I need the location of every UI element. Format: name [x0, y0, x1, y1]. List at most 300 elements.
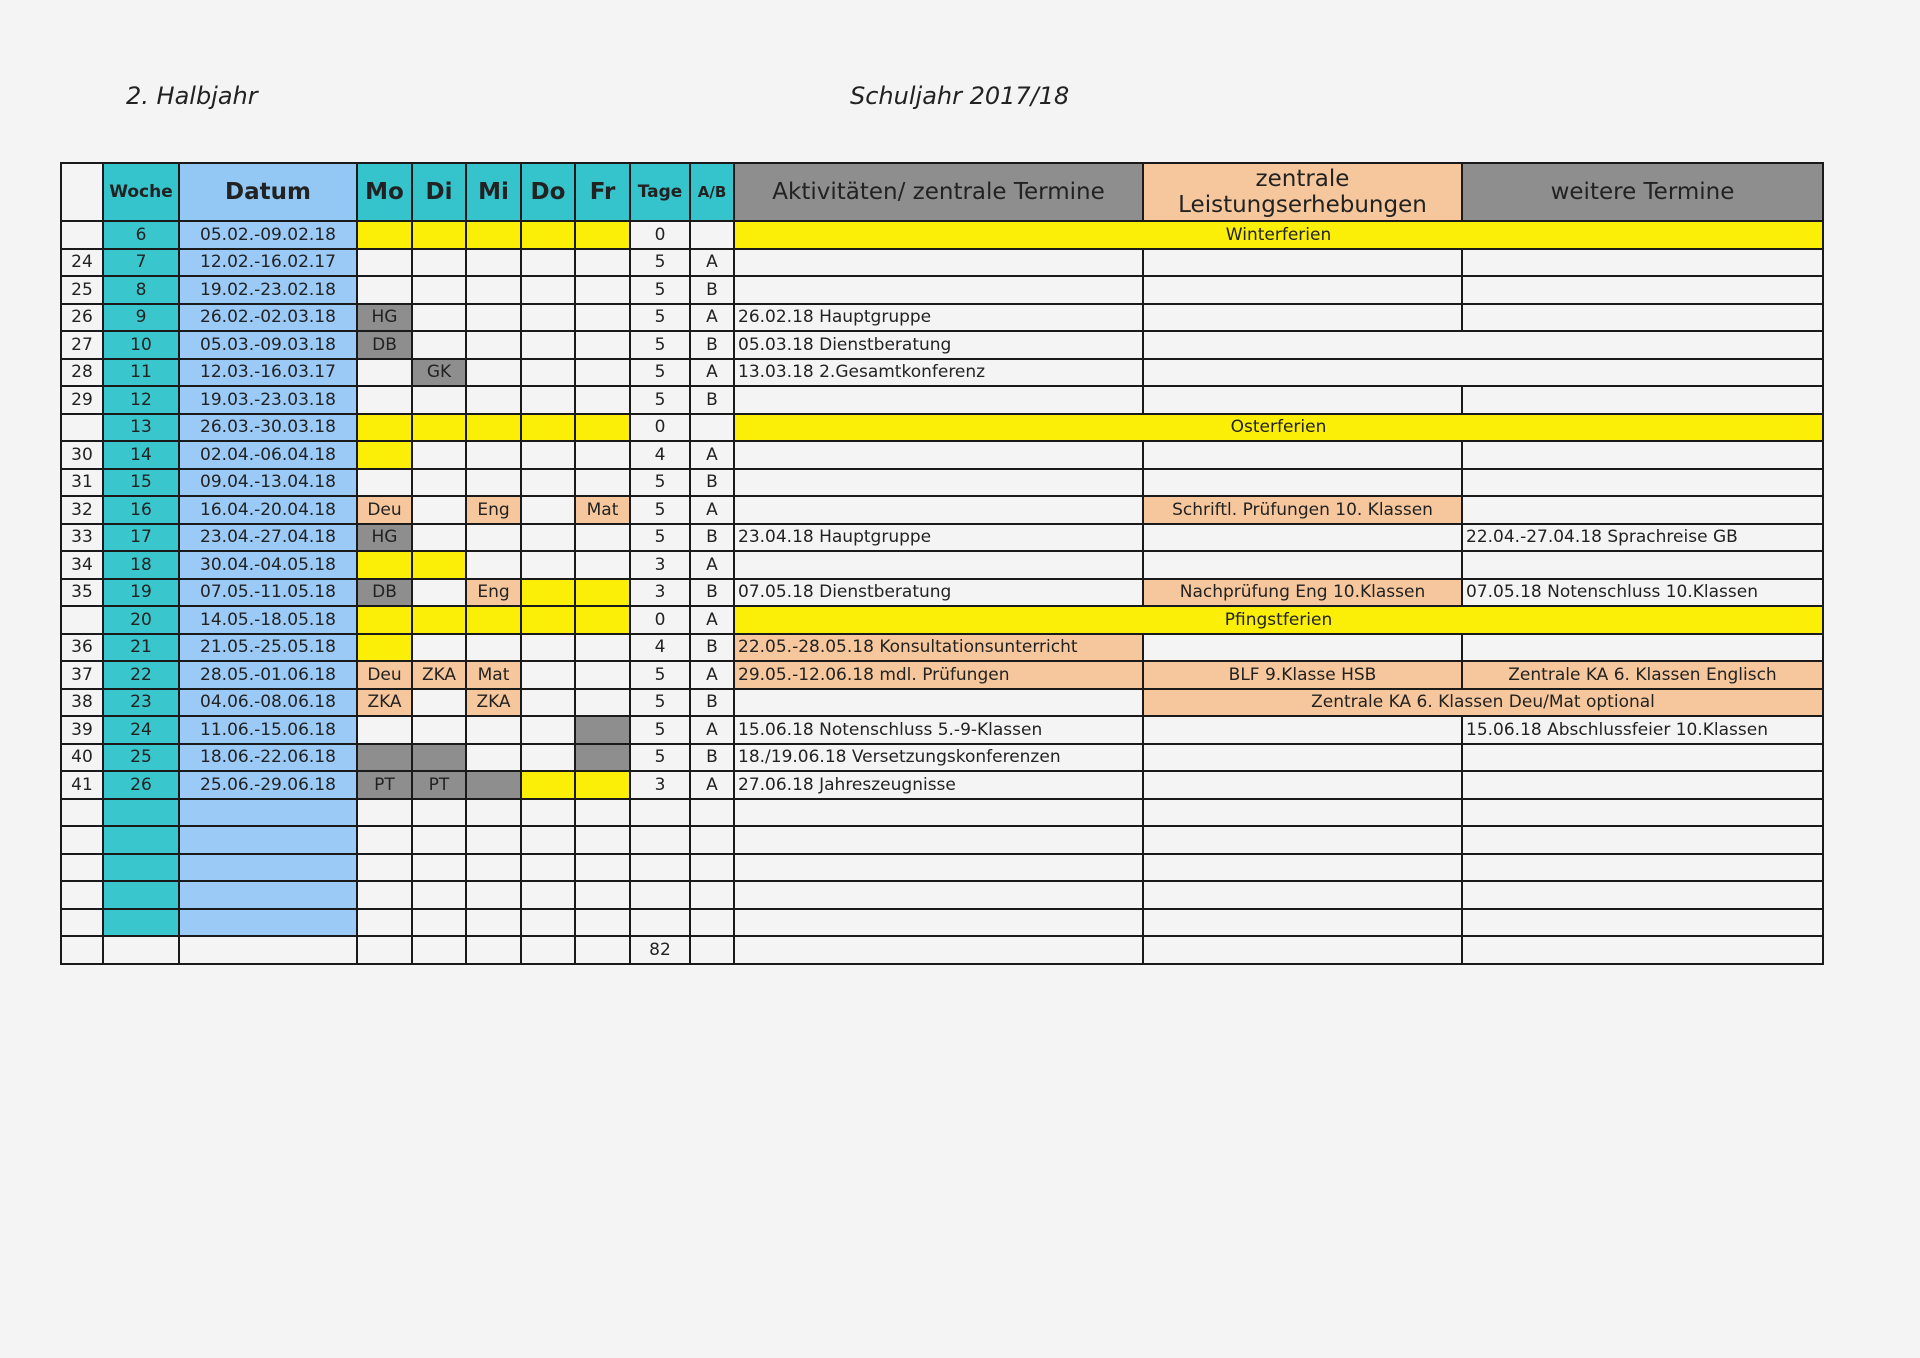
empty-cell: [734, 799, 1143, 827]
empty-cell: [690, 881, 734, 909]
weitere-cell: Zentrale KA 6. Klassen Englisch: [1462, 661, 1823, 689]
mo-cell: HG: [357, 524, 412, 552]
table-row: [61, 359, 1823, 387]
aktivitaeten-cell: [734, 249, 1143, 277]
fr-cell: [575, 469, 630, 497]
row-nr: [61, 606, 103, 634]
tage-cell: 4: [630, 441, 690, 469]
header-ab: A/B: [690, 163, 734, 221]
woche-cell: 24: [103, 716, 179, 744]
empty-cell: [575, 854, 630, 882]
woche-cell: 16: [103, 496, 179, 524]
do-cell: [521, 359, 575, 387]
tage-cell: 0: [630, 414, 690, 442]
empty-row: [61, 881, 1823, 909]
zentrale-cell: Schriftl. Prüfungen 10. Klassen: [1143, 496, 1462, 524]
empty-cell: [734, 854, 1143, 882]
fr-cell: [575, 524, 630, 552]
woche-cell: 14: [103, 441, 179, 469]
empty-cell: [61, 799, 103, 827]
empty-row: [61, 799, 1823, 827]
empty-cell: [734, 881, 1143, 909]
aktivitaeten-cell: [734, 276, 1143, 304]
do-cell: [521, 221, 575, 249]
empty-cell: [690, 936, 734, 964]
datum-cell: 04.06.-08.06.18: [179, 689, 357, 717]
mo-cell: [357, 441, 412, 469]
zentrale-cell: [1143, 304, 1462, 332]
di-cell: [412, 496, 466, 524]
tage-cell: 5: [630, 386, 690, 414]
tage-cell: 5: [630, 496, 690, 524]
table-row: [61, 634, 1823, 662]
ab-cell: B: [690, 331, 734, 359]
zentrale-cell: [1143, 716, 1462, 744]
mi-cell: [466, 469, 521, 497]
datum-cell: 12.03.-16.03.17: [179, 359, 357, 387]
empty-cell: [575, 909, 630, 937]
woche-cell: 9: [103, 304, 179, 332]
woche-cell: 20: [103, 606, 179, 634]
empty-cell: [61, 826, 103, 854]
aktivitaeten-cell: [734, 441, 1143, 469]
do-cell: [521, 716, 575, 744]
datum-cell: 12.02.-16.02.17: [179, 249, 357, 277]
do-cell: [521, 689, 575, 717]
mo-cell: PT: [357, 771, 412, 799]
empty-cell: [357, 909, 412, 937]
empty-cell: [412, 881, 466, 909]
datum-cell: 05.03.-09.03.18: [179, 331, 357, 359]
empty-cell: [521, 909, 575, 937]
zentrale-weitere-cell: [1143, 359, 1823, 387]
zentrale-weitere-cell: Zentrale KA 6. Klassen Deu/Mat optional: [1143, 689, 1823, 717]
fr-cell: [575, 606, 630, 634]
do-cell: [521, 634, 575, 662]
empty-cell: [575, 936, 630, 964]
fr-cell: Mat: [575, 496, 630, 524]
empty-cell: [690, 826, 734, 854]
table-row: [61, 551, 1823, 579]
holiday-banner: Winterferien: [734, 221, 1823, 249]
weitere-cell: [1462, 469, 1823, 497]
mo-cell: [357, 469, 412, 497]
aktivitaeten-cell: [734, 496, 1143, 524]
mo-cell: [357, 221, 412, 249]
ab-cell: B: [690, 744, 734, 772]
datum-cell: 26.02.-02.03.18: [179, 304, 357, 332]
empty-cell: [412, 936, 466, 964]
weitere-cell: [1462, 276, 1823, 304]
di-cell: [412, 221, 466, 249]
weitere-cell: [1462, 496, 1823, 524]
tage-cell: 5: [630, 716, 690, 744]
aktivitaeten-cell: [734, 689, 1143, 717]
fr-cell: [575, 441, 630, 469]
table-row: [61, 606, 1823, 634]
weitere-cell: [1462, 771, 1823, 799]
woche-cell: 12: [103, 386, 179, 414]
do-cell: [521, 606, 575, 634]
di-cell: [412, 524, 466, 552]
empty-cell: [412, 799, 466, 827]
total-row: [61, 936, 1823, 964]
ab-cell: [690, 414, 734, 442]
header-nr: [61, 163, 103, 221]
mi-cell: Eng: [466, 496, 521, 524]
table-row: [61, 716, 1823, 744]
datum-cell: 07.05.-11.05.18: [179, 579, 357, 607]
datum-cell: 28.05.-01.06.18: [179, 661, 357, 689]
empty-woche-cell: [103, 909, 179, 937]
empty-cell: [1143, 854, 1462, 882]
empty-cell: [357, 854, 412, 882]
zentrale-cell: [1143, 744, 1462, 772]
mi-cell: [466, 359, 521, 387]
zentrale-cell: [1143, 276, 1462, 304]
mi-cell: [466, 606, 521, 634]
mi-cell: [466, 551, 521, 579]
empty-cell: [1462, 881, 1823, 909]
empty-cell: [1143, 881, 1462, 909]
datum-cell: 11.06.-15.06.18: [179, 716, 357, 744]
mo-cell: DB: [357, 331, 412, 359]
empty-datum-cell: [179, 909, 357, 937]
empty-cell: [690, 909, 734, 937]
empty-cell: [521, 854, 575, 882]
empty-cell: [1462, 854, 1823, 882]
row-nr: 36: [61, 634, 103, 662]
zentrale-cell: [1143, 469, 1462, 497]
row-nr: [61, 221, 103, 249]
table-row: [61, 304, 1823, 332]
header-do: Do: [521, 163, 575, 221]
row-nr: 37: [61, 661, 103, 689]
mo-cell: [357, 606, 412, 634]
table-row: [61, 414, 1823, 442]
fr-cell: [575, 276, 630, 304]
ab-cell: B: [690, 276, 734, 304]
empty-cell: [466, 854, 521, 882]
zentrale-weitere-cell: [1143, 331, 1823, 359]
table-row: [61, 331, 1823, 359]
tage-cell: 5: [630, 689, 690, 717]
mo-cell: HG: [357, 304, 412, 332]
row-nr: 34: [61, 551, 103, 579]
table-row: [61, 579, 1823, 607]
mi-cell: [466, 524, 521, 552]
table-row: [61, 469, 1823, 497]
empty-cell: [1462, 799, 1823, 827]
fr-cell: [575, 304, 630, 332]
di-cell: PT: [412, 771, 466, 799]
do-cell: [521, 469, 575, 497]
tage-cell: 5: [630, 524, 690, 552]
aktivitaeten-cell: 18./19.06.18 Versetzungskonferenzen: [734, 744, 1143, 772]
aktivitaeten-cell: [734, 551, 1143, 579]
aktivitaeten-cell: 27.06.18 Jahreszeugnisse: [734, 771, 1143, 799]
empty-datum-cell: [179, 881, 357, 909]
woche-cell: 18: [103, 551, 179, 579]
empty-row: [61, 854, 1823, 882]
tage-cell: 3: [630, 771, 690, 799]
empty-cell: [61, 854, 103, 882]
empty-row: [61, 826, 1823, 854]
woche-cell: 11: [103, 359, 179, 387]
empty-woche-cell: [103, 799, 179, 827]
do-cell: [521, 771, 575, 799]
fr-cell: [575, 661, 630, 689]
mi-cell: [466, 771, 521, 799]
empty-cell: [61, 936, 103, 964]
row-nr: 25: [61, 276, 103, 304]
row-nr: 32: [61, 496, 103, 524]
do-cell: [521, 276, 575, 304]
woche-cell: 26: [103, 771, 179, 799]
do-cell: [521, 551, 575, 579]
di-cell: GK: [412, 359, 466, 387]
mo-cell: [357, 716, 412, 744]
mi-cell: [466, 304, 521, 332]
mi-cell: Eng: [466, 579, 521, 607]
header-zentrale-line1: zentrale: [1255, 166, 1350, 192]
fr-cell: [575, 634, 630, 662]
empty-cell: [1462, 909, 1823, 937]
di-cell: [412, 744, 466, 772]
row-nr: 24: [61, 249, 103, 277]
do-cell: [521, 496, 575, 524]
zentrale-cell: Nachprüfung Eng 10.Klassen: [1143, 579, 1462, 607]
aktivitaeten-cell: 15.06.18 Notenschluss 5.-9-Klassen: [734, 716, 1143, 744]
empty-cell: [412, 826, 466, 854]
empty-cell: [630, 881, 690, 909]
school-year-title: Schuljahr 2017/18: [850, 82, 1070, 110]
row-nr: 40: [61, 744, 103, 772]
di-cell: [412, 276, 466, 304]
fr-cell: [575, 331, 630, 359]
header-fr: Fr: [575, 163, 630, 221]
woche-cell: 21: [103, 634, 179, 662]
di-cell: [412, 551, 466, 579]
mi-cell: [466, 331, 521, 359]
ab-cell: A: [690, 551, 734, 579]
ab-cell: B: [690, 634, 734, 662]
empty-cell: [1462, 826, 1823, 854]
mi-cell: [466, 221, 521, 249]
woche-cell: 6: [103, 221, 179, 249]
table-row: [61, 771, 1823, 799]
weitere-cell: [1462, 441, 1823, 469]
mi-cell: [466, 276, 521, 304]
tage-cell: 0: [630, 606, 690, 634]
woche-cell: 23: [103, 689, 179, 717]
empty-cell: [630, 799, 690, 827]
tage-cell: 5: [630, 249, 690, 277]
ab-cell: B: [690, 469, 734, 497]
datum-cell: 16.04.-20.04.18: [179, 496, 357, 524]
zentrale-cell: [1143, 524, 1462, 552]
mo-cell: [357, 386, 412, 414]
datum-cell: 23.04.-27.04.18: [179, 524, 357, 552]
do-cell: [521, 441, 575, 469]
ab-cell: A: [690, 496, 734, 524]
aktivitaeten-cell: [734, 386, 1143, 414]
empty-datum-cell: [179, 826, 357, 854]
mo-cell: [357, 744, 412, 772]
header-tage: Tage: [630, 163, 690, 221]
woche-cell: 15: [103, 469, 179, 497]
empty-cell: [357, 881, 412, 909]
header-mo: Mo: [357, 163, 412, 221]
fr-cell: [575, 249, 630, 277]
table-row: [61, 661, 1823, 689]
empty-cell: [466, 799, 521, 827]
empty-row: [61, 909, 1823, 937]
fr-cell: [575, 221, 630, 249]
empty-cell: [575, 826, 630, 854]
header-aktivitaeten: Aktivitäten/ zentrale Termine: [734, 163, 1143, 221]
header-woche: Woche: [103, 163, 179, 221]
tage-cell: 5: [630, 744, 690, 772]
ab-cell: A: [690, 606, 734, 634]
tage-cell: 5: [630, 359, 690, 387]
fr-cell: [575, 414, 630, 442]
empty-cell: [357, 826, 412, 854]
mi-cell: [466, 441, 521, 469]
datum-cell: 05.02.-09.02.18: [179, 221, 357, 249]
mo-cell: Deu: [357, 661, 412, 689]
di-cell: ZKA: [412, 661, 466, 689]
woche-cell: 13: [103, 414, 179, 442]
row-nr: 35: [61, 579, 103, 607]
datum-cell: 21.05.-25.05.18: [179, 634, 357, 662]
di-cell: [412, 249, 466, 277]
tage-cell: 5: [630, 304, 690, 332]
empty-cell: [412, 909, 466, 937]
aktivitaeten-cell: 07.05.18 Dienstberatung: [734, 579, 1143, 607]
mi-cell: [466, 386, 521, 414]
holiday-banner: Osterferien: [734, 414, 1823, 442]
empty-cell: [466, 909, 521, 937]
row-nr: 30: [61, 441, 103, 469]
di-cell: [412, 331, 466, 359]
zentrale-cell: [1143, 441, 1462, 469]
empty-cell: [734, 826, 1143, 854]
mo-cell: DB: [357, 579, 412, 607]
half-year-title: 2. Halbjahr: [126, 82, 258, 110]
ab-cell: A: [690, 441, 734, 469]
di-cell: [412, 689, 466, 717]
datum-cell: 09.04.-13.04.18: [179, 469, 357, 497]
mi-cell: [466, 414, 521, 442]
weitere-cell: [1462, 551, 1823, 579]
row-nr: 41: [61, 771, 103, 799]
fr-cell: [575, 386, 630, 414]
weitere-cell: [1462, 304, 1823, 332]
aktivitaeten-cell: [734, 469, 1143, 497]
do-cell: [521, 331, 575, 359]
table-row: [61, 744, 1823, 772]
empty-cell: [466, 826, 521, 854]
table-row: [61, 221, 1823, 249]
zentrale-cell: BLF 9.Klasse HSB: [1143, 661, 1462, 689]
mo-cell: [357, 359, 412, 387]
table-row: [61, 276, 1823, 304]
mo-cell: [357, 551, 412, 579]
mi-cell: Mat: [466, 661, 521, 689]
empty-cell: [1462, 936, 1823, 964]
di-cell: [412, 606, 466, 634]
woche-cell: 19: [103, 579, 179, 607]
tage-cell: 5: [630, 331, 690, 359]
weitere-cell: [1462, 744, 1823, 772]
ab-cell: B: [690, 579, 734, 607]
di-cell: [412, 386, 466, 414]
datum-cell: 19.03.-23.03.18: [179, 386, 357, 414]
datum-cell: 26.03.-30.03.18: [179, 414, 357, 442]
datum-cell: 19.02.-23.02.18: [179, 276, 357, 304]
tage-cell: 3: [630, 551, 690, 579]
di-cell: [412, 414, 466, 442]
weitere-cell: 07.05.18 Notenschluss 10.Klassen: [1462, 579, 1823, 607]
datum-cell: 02.04.-06.04.18: [179, 441, 357, 469]
empty-cell: [521, 799, 575, 827]
empty-cell: [521, 936, 575, 964]
empty-cell: [412, 854, 466, 882]
fr-cell: [575, 689, 630, 717]
woche-cell: 10: [103, 331, 179, 359]
header-weitere: weitere Termine: [1462, 163, 1823, 221]
weitere-cell: [1462, 634, 1823, 662]
woche-cell: 22: [103, 661, 179, 689]
header-zentrale-line2: Leistungserhebungen: [1178, 192, 1427, 218]
aktivitaeten-cell: 29.05.-12.06.18 mdl. Prüfungen: [734, 661, 1143, 689]
weitere-cell: 22.04.-27.04.18 Sprachreise GB: [1462, 524, 1823, 552]
di-cell: [412, 716, 466, 744]
di-cell: [412, 579, 466, 607]
woche-cell: 8: [103, 276, 179, 304]
empty-cell: [575, 881, 630, 909]
empty-cell: [179, 936, 357, 964]
row-nr: 27: [61, 331, 103, 359]
mi-cell: ZKA: [466, 689, 521, 717]
row-nr: 39: [61, 716, 103, 744]
empty-cell: [466, 936, 521, 964]
aktivitaeten-cell: 22.05.-28.05.18 Konsultationsunterricht: [734, 634, 1143, 662]
di-cell: [412, 469, 466, 497]
empty-cell: [630, 854, 690, 882]
tage-cell: 5: [630, 469, 690, 497]
empty-cell: [521, 826, 575, 854]
tage-cell: 5: [630, 276, 690, 304]
empty-cell: [357, 799, 412, 827]
aktivitaeten-cell: 13.03.18 2.Gesamtkonferenz: [734, 359, 1143, 387]
ab-cell: A: [690, 359, 734, 387]
header-di: Di: [412, 163, 466, 221]
ab-cell: [690, 221, 734, 249]
do-cell: [521, 661, 575, 689]
ab-cell: B: [690, 524, 734, 552]
woche-cell: 7: [103, 249, 179, 277]
weitere-cell: [1462, 249, 1823, 277]
empty-woche-cell: [103, 881, 179, 909]
zentrale-cell: [1143, 551, 1462, 579]
ab-cell: A: [690, 661, 734, 689]
row-nr: 26: [61, 304, 103, 332]
empty-cell: [61, 909, 103, 937]
table-row: [61, 524, 1823, 552]
weitere-cell: [1462, 386, 1823, 414]
